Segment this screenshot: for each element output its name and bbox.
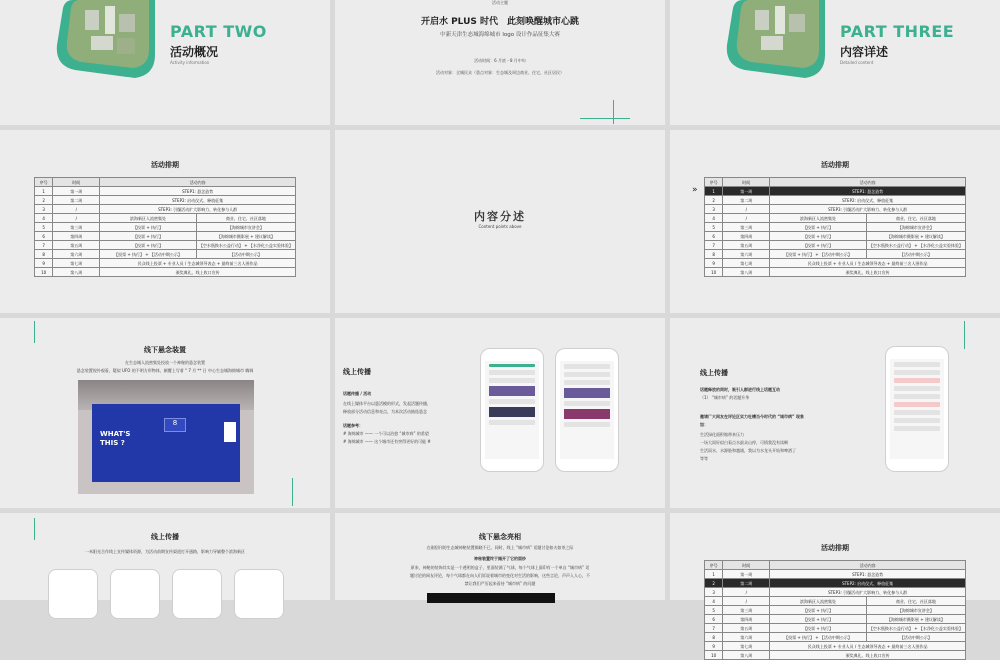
table-row [705,214,966,223]
table-cell: 第三周 [53,223,100,232]
slide-content-divider [335,130,665,313]
table-cell: STEP2: 启动仪式、释放征集 [770,579,966,588]
table-cell: 2 [705,579,723,588]
table-cell: 【投票 + 执行】 [100,241,197,250]
announcement-sub: 中新天津生态城海绵城市 logo 设计作品征集大赛 [440,32,560,38]
accent-line [580,118,630,119]
part-title: PART TWO [170,22,267,41]
table-cell: 7 [35,241,53,250]
accent-line [613,100,614,124]
table-cell: 商业、住宅、社区落地 [866,597,965,606]
phone-mockup [172,569,222,619]
table-header-cell: 序号 [35,178,53,187]
table-cell: 第八周 [723,268,770,277]
table-cell: / [53,205,100,214]
table-cell: STEP2: 启动仪式、释放征集 [770,196,966,205]
slide-part-two [0,0,330,125]
slide-online-spread-3 [0,513,330,600]
table-cell: 第五周 [723,241,770,250]
table-cell: STEP3: 引爆活动扩大影响力、转化参与人群 [100,205,296,214]
table-cell: 【海绵城市宣讲会】 [196,223,295,232]
table-cell: 第七周 [723,642,770,651]
table-cell: / [723,205,770,214]
schedule-table [704,560,966,660]
table-header-cell: 活动内容 [100,178,296,187]
schedule-title: 活动排期 [821,161,849,169]
body-text: 题讨论的网友评论，每个气球都在向人们诉说着城市的变化对生活的影响，这些言论，声声入人心，不 [410,573,590,578]
table-row [705,232,966,241]
city-aerial-image [55,0,155,80]
table-cell: 第四周 [723,615,770,624]
slide-online-spread [335,318,665,508]
table-cell: STEP3: 引爆活动扩大影响力、转化参与人群 [770,205,966,214]
table-row [705,205,966,214]
table-cell: 【海绵城市摄影展 + 建议解读】 [866,232,965,241]
slide-schedule-highlight [670,130,1000,313]
table-cell: 9 [705,259,723,268]
table-cell: 【海绵城市摄影展 + 建议解读】 [196,232,295,241]
body-heading: 如： [700,422,708,427]
part-english: Activity information [170,60,210,65]
table-cell: 【海绵城市宣讲会】 [866,606,965,615]
double-chevron-icon: » [692,185,698,195]
phone-mockup [48,569,98,619]
slide-offline-device [0,318,330,508]
table-cell: 第五周 [53,241,100,250]
table-cell: 第六周 [723,250,770,259]
body-text: （1） “城市病” 的话题升华 [700,395,750,400]
table-row [705,268,966,277]
table-cell: 7 [705,624,723,633]
table-cell: 4 [35,214,53,223]
part-subtitle: 活动概况 [170,45,219,59]
table-cell: 【投票 + 执行】 + 【活动中期公示】 [770,633,867,642]
table-cell: 第一周 [723,187,770,196]
table-row [705,579,966,588]
table-cell: 【活动中期公示】 [866,250,965,259]
part-subtitle: 内容详述 [840,45,889,59]
table-cell: 6 [705,615,723,624]
table-header-cell: 时间 [723,178,770,187]
table-cell: 第二周 [53,196,100,205]
table-cell: 5 [35,223,53,232]
body-heading: 神秘装置终于揭开了它的面纱 [474,556,526,561]
table-header-cell: 活动内容 [770,561,966,570]
table-row [705,606,966,615]
accent-line [34,321,35,343]
table-header-cell: 序号 [705,561,723,570]
table-cell: 【空水瓶换水公益行动】 + 【水净化公益实验体验】 [196,241,295,250]
body-text: 悬念装置视外观看，疑似 UFO 的不明方形物体，颠覆上写着 “ 7 月 ** 日 中心生态城海绵城市 嗨调 [76,368,254,373]
table-cell: 滨海新区人流密集处 [770,597,867,606]
table-cell: 【海绵城市摄影展 + 建议解读】 [866,615,965,624]
body-text: 在刚刮刊的生态城神秘装置揭晓不已，同时，线上 “城市病” 话题讨论如火如茶之际 [426,545,574,550]
section-title: 线上传播 [343,368,371,376]
table-row [705,187,966,196]
table-cell: 【投票 + 执行】 [100,232,197,241]
body-text: 释放部分活动信息和亮点，为本次活动抽选悬念 [343,409,427,414]
table-row [705,597,966,606]
table-cell: 8 [35,250,53,259]
table-row [705,651,966,660]
table-cell: 【投票 + 执行】 [770,624,867,633]
slide-offline-reveal [335,513,665,600]
body-text: 在生态城人流密集处投放一个神秘的悬念装置 [125,360,205,365]
table-row [705,624,966,633]
table-cell: 【投票 + 执行】 [100,223,197,232]
table-cell: 1 [705,187,723,196]
table-cell: STEP2: 启动仪式、释放征集 [100,196,296,205]
table-cell: 【海绵城市宣讲会】 [866,223,965,232]
table-cell: 2 [705,196,723,205]
table-cell: 第二周 [723,579,770,588]
table-cell: / [53,214,100,223]
table-cell: 【空水瓶换水公益行动】 + 【水净化公益实验体验】 [866,241,965,250]
table-cell: 第七周 [53,259,100,268]
slide-announcement [335,0,665,125]
phone-mockup [110,569,160,619]
body-text: 一米阳光合作线上宣传媒体资源，为活动前期宣传渠道打开通路，影响力导辅整个滨海新区 [85,549,245,554]
announcement-target: 活动对象：全城民众（重点对象：生态城及周边商业、住宅、社区居民） [436,70,564,75]
table-cell: STEP1: 悬念造势 [100,187,296,196]
table-cell: 5 [705,223,723,232]
phone-mockup [885,346,949,472]
table-cell: 【投票 + 执行】 [770,241,867,250]
table-cell: 民众线上投票 + 专业人员 / 生态城领导表态 + 最终前三名人围作品 [770,642,966,651]
body-text: 原来，神秘的装饰其实是一个透明的盒子，里面装满了气球，每个气球上面印有一个单自 “城市病” 话 [410,565,590,570]
table-cell: 颁奖典礼、线上收口宣传 [100,268,296,277]
part-title: PART THREE [840,22,955,41]
table-cell: / [723,597,770,606]
announcement-headline: 开启水 PLUS 时代 此刻唤醒城市心跳 [420,17,580,27]
table-cell: 3 [705,588,723,597]
table-cell: 【投票 + 执行】 + 【活动中期公示】 [100,250,197,259]
table-cell: / [723,588,770,597]
table-cell: 第三周 [723,606,770,615]
announcement-time: 活动时间：6 月底 - 8 月中旬 [474,58,526,63]
body-heading: 话题参考： [343,423,363,428]
accent-line [292,478,293,506]
table-cell: STEP1: 悬念造势 [770,187,966,196]
table-row [705,250,966,259]
table-cell: 3 [705,205,723,214]
table-cell: STEP1: 悬念造势 [770,570,966,579]
table-row [35,232,296,241]
table-cell: 7 [705,241,723,250]
schedule-table [34,177,296,277]
table-row [35,187,296,196]
table-cell: 民众线上投票 + 专业人员 / 生态城领导表态 + 最终前三名人围作品 [100,259,296,268]
table-header-cell: 时间 [53,178,100,187]
table-row [705,615,966,624]
table-header-cell: 时间 [723,561,770,570]
divider-title: 内容分述 [474,210,526,223]
table-cell: 商业、住宅、社区落地 [196,214,295,223]
device-number: 8 [164,418,186,432]
table-cell: 9 [35,259,53,268]
body-text: # 海绵城市 —— 这个城市还有突得更好的可能 # [343,439,431,444]
table-cell: 【活动中期公示】 [196,250,295,259]
device-screen-text: WHAT'S THIS ? [100,430,131,447]
schedule-table [704,177,966,277]
accent-line [964,321,965,349]
part-english: Detailed content [840,60,874,65]
body-text: 禁让我们严厉起来看待 “城市病” 的问题 [464,581,536,586]
table-cell: 1 [35,187,53,196]
section-title: 线下悬念装置 [144,346,186,354]
table-row [705,259,966,268]
table-cell: 8 [705,633,723,642]
table-cell: 第八周 [723,651,770,660]
slide-part-three [670,0,1000,125]
table-cell: 第二周 [723,196,770,205]
section-title: 线上传播 [151,533,179,541]
table-cell: 【投票 + 执行】 + 【活动中期公示】 [770,250,867,259]
section-title: 线下悬念亮相 [479,533,521,541]
announcement-label: 活动主题 [492,0,508,5]
table-cell: 第六周 [723,633,770,642]
table-cell: 3 [35,205,53,214]
table-cell: 2 [35,196,53,205]
table-cell: 【活动中期公示】 [866,633,965,642]
table-cell: / [723,214,770,223]
table-cell: 4 [705,214,723,223]
table-cell: 【投票 + 执行】 [770,232,867,241]
schedule-title: 活动排期 [821,544,849,552]
table-cell: 10 [705,268,723,277]
table-cell: 6 [705,232,723,241]
table-cell: 商业、住宅、社区落地 [866,214,965,223]
qr-code-icon [224,422,236,442]
table-row [35,196,296,205]
reveal-photo [427,593,555,603]
table-cell: 第八周 [53,268,100,277]
body-text: 生活绿化面积缩带来压力 [700,432,744,437]
table-row [705,570,966,579]
table-cell: 滨海新区人流密集处 [770,214,867,223]
table-header-row [35,178,296,187]
body-heading: 话题释放的同时，吸引人群进行线上话题互动 [700,387,780,392]
table-cell: 颁奖典礼、线上收口宣传 [770,268,966,277]
slide-schedule-highlight-2 [670,513,1000,658]
body-text: 一场大雨好似白看点水最众山停，可情我没有读啊 [700,440,788,445]
phone-mockup [480,348,544,472]
phone-mockup [555,348,619,472]
table-cell: 5 [705,606,723,615]
body-text: 等等 [700,456,708,461]
table-header-row [705,561,966,570]
body-heading: 邀请广大网友在评论区实力吐槽当今时代的 “城市病” 现象 [700,414,805,419]
table-cell: 第六周 [53,250,100,259]
table-header-cell: 序号 [705,178,723,187]
table-cell: 8 [705,250,723,259]
table-cell: 10 [705,651,723,660]
table-row [705,642,966,651]
table-cell: 滨海新区人流密集处 [100,214,197,223]
body-text: # 海绵城市 —— 一个可以治愈 “城市病” 的希望 [343,431,429,436]
table-cell: 6 [35,232,53,241]
table-row [705,633,966,642]
phone-mockup [234,569,284,619]
table-row [35,268,296,277]
table-row [705,223,966,232]
table-header-cell: 活动内容 [770,178,966,187]
body-heading: 话题传播 / 活动 [343,391,372,396]
divider-english: Content points above [478,224,522,229]
schedule-title: 活动排期 [151,161,179,169]
table-row [35,223,296,232]
table-cell: 【投票 + 执行】 [770,223,867,232]
table-cell: 第五周 [723,624,770,633]
table-cell: 4 [705,597,723,606]
table-cell: 9 [705,642,723,651]
table-cell: 颁奖典礼、线上收口宣传 [770,651,966,660]
city-aerial-image [725,0,825,80]
device-photo [78,380,254,494]
table-cell: STEP3: 引爆活动扩大影响力、转化参与人群 [770,588,966,597]
table-row [35,214,296,223]
section-title: 线上传播 [700,369,728,377]
table-cell: 【投票 + 执行】 [770,606,867,615]
table-cell: 第七周 [723,259,770,268]
table-cell: 第三周 [723,223,770,232]
table-row [705,588,966,597]
table-row [705,196,966,205]
table-row [35,259,296,268]
table-cell: 第四周 [723,232,770,241]
slide-online-spread-2 [670,318,1000,508]
table-cell: 第一周 [53,187,100,196]
table-header-row [705,178,966,187]
body-text: 生活雨水、水源脸和越浦，我以为水龙头开始和啤酒了 [700,448,796,453]
table-row [35,241,296,250]
table-cell: 【空水瓶换水公益行动】 + 【水净化公益实验体验】 [866,624,965,633]
body-text: 在线上媒体平台以悬活模的形式，发起活题传播， [343,401,431,406]
table-cell: 1 [705,570,723,579]
table-cell: 第一周 [723,570,770,579]
table-row [35,250,296,259]
table-cell: 第四周 [53,232,100,241]
table-row [705,241,966,250]
table-cell: 民众线上投票 + 专业人员 / 生态城领导表态 + 最终前三名人围作品 [770,259,966,268]
slide-schedule [0,130,330,313]
table-cell: 【投票 + 执行】 [770,615,867,624]
table-cell: 10 [35,268,53,277]
table-row [35,205,296,214]
